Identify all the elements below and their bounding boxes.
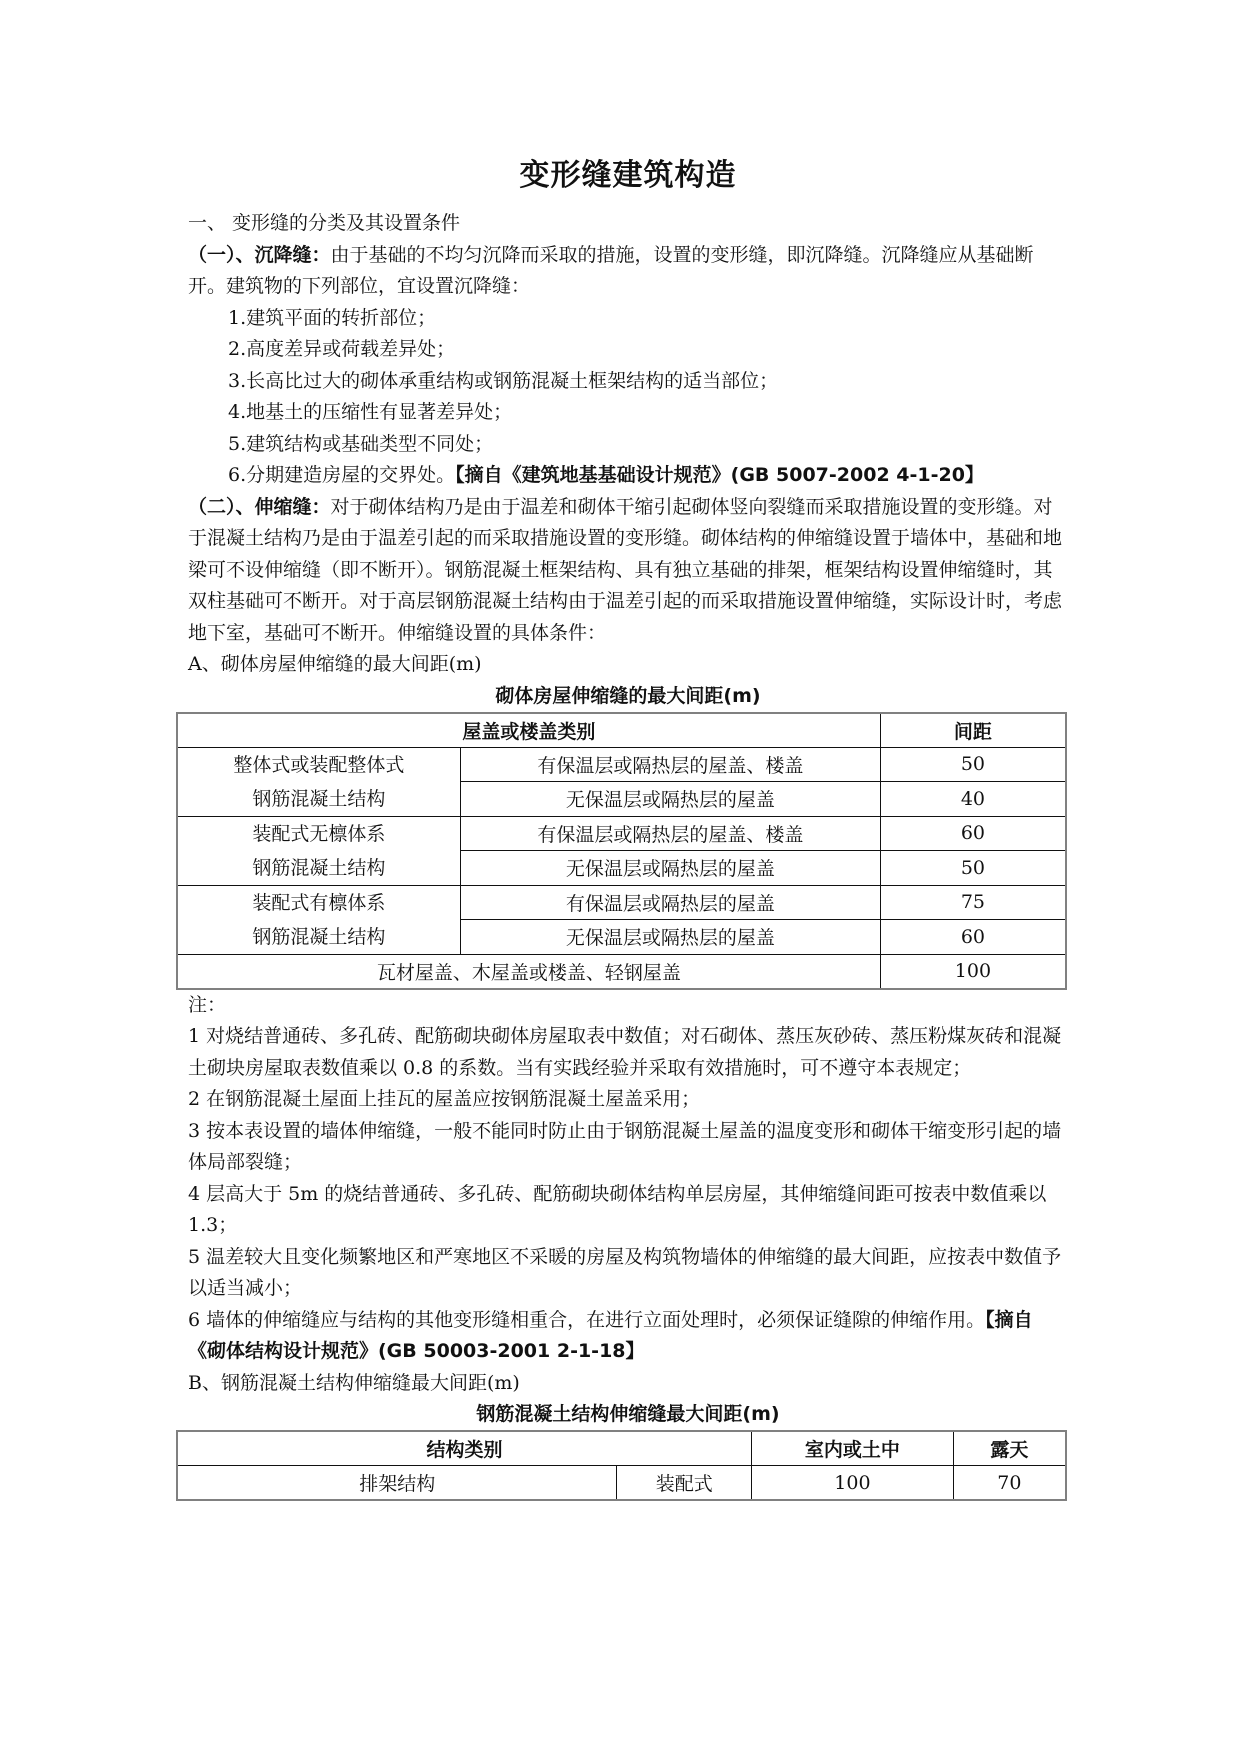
table-cell: 100 <box>752 1466 954 1501</box>
subsection-a-heading: A、砌体房屋伸缩缝的最大间距(m) <box>188 653 482 675</box>
table1-caption: 砌体房屋伸缩缝的最大间距(m) <box>495 684 761 707</box>
table-group-cell <box>177 885 460 954</box>
table-cell: 100 <box>880 954 1066 989</box>
group-line: 整体式或装配整体式 <box>233 753 405 776</box>
group-line: 钢筋混凝土结构 <box>252 925 386 948</box>
masonry-spacing-table <box>176 712 1067 990</box>
table-header-row <box>177 1431 1066 1466</box>
list-item: 2.高度差异或荷载差异处； <box>228 338 456 360</box>
note-item: 1 对烧结普通砖、多孔砖、配筋砌块砌体房屋取表中数值；对石砌体、蒸压灰砂砖、蒸压粉煤灰砖和混凝土砌块房屋取表数值乘以 0.8 的系数。当有实践经验并采取有效措施时，可不遵守本表规定； <box>188 1025 1062 1079</box>
concrete-spacing-table <box>176 1430 1067 1501</box>
table-cell: 50 <box>880 851 1066 886</box>
expansion-joint-text: 对于砌体结构乃是由于温差和砌体干缩引起砌体竖向裂缝而采取措施设置的变形缝。对于混凝土结构乃是由于温差引起的而采取措施设置的变形缝。砌体结构的伸缩缝设置于墙体中，基础和地梁可不设伸缩缝（即不断开）。钢筋混凝土框架结构、具有独立基础的排架，框架结构设置伸缩缝时，其双柱基础可不断开。对于高层钢筋混凝土结构由于温差引起的而采取措施设置伸缩缝，实际设计时，考虑地下室，基础可不断开。伸缩缝设置的具体条件： <box>188 495 1063 644</box>
table-header-row <box>177 713 1066 748</box>
table-cell: 无保温层或隔热层的屋盖 <box>460 782 880 817</box>
note-item: 4 层高大于 5m 的烧结普通砖、多孔砖、配筋砌块砌体结构单层房屋，其伸缩缝间距可按表中数值乘以 1.3； <box>188 1182 1047 1236</box>
table-cell: 无保温层或隔热层的屋盖 <box>460 851 880 886</box>
table-cell: 70 <box>953 1466 1066 1501</box>
table-header-cell: 露天 <box>953 1431 1066 1466</box>
table-cell: 40 <box>880 782 1066 817</box>
table-cell: 75 <box>880 885 1066 920</box>
document-page <box>188 150 1068 1501</box>
table-cell: 装配式 <box>617 1466 752 1501</box>
group-line: 钢筋混凝土结构 <box>252 856 386 879</box>
table-header-cell: 室内或土中 <box>752 1431 954 1466</box>
table-row <box>177 1466 1066 1501</box>
table-cell: 50 <box>880 747 1066 782</box>
section-heading: 一、 变形缝的分类及其设置条件 <box>188 212 461 234</box>
note-item: 5 温差较大且变化频繁地区和严寒地区不采暖的房屋及构筑物墙体的伸缩缝的最大间距，应按表中数值予以适当减小； <box>188 1245 1062 1299</box>
table-cell: 无保温层或隔热层的屋盖 <box>460 920 880 955</box>
group-line: 装配式有檩体系 <box>252 891 386 914</box>
group-line: 钢筋混凝土结构 <box>252 787 386 810</box>
list-item: 3.长高比过大的砌体承重结构或钢筋混凝土框架结构的适当部位； <box>228 369 779 392</box>
table-cell: 排架结构 <box>177 1466 617 1501</box>
table-row <box>177 747 1066 782</box>
group-line: 装配式无檩体系 <box>252 822 386 845</box>
table-cell: 60 <box>880 816 1066 851</box>
list-item <box>188 460 1068 492</box>
settlement-joint-text: 由于基础的不均匀沉降而采取的措施，设置的变形缝，即沉降缝。沉降缝应从基础断开。建筑物的下列部位，宜设置沉降缝： <box>188 243 1034 297</box>
list-item: 1.建筑平面的转折部位； <box>228 306 437 329</box>
page-title: 变形缝建筑构造 <box>519 158 737 193</box>
table-header-cell: 屋盖或楼盖类别 <box>177 713 880 748</box>
table-cell: 有保温层或隔热层的屋盖 <box>460 885 880 920</box>
table-group-cell <box>177 816 460 885</box>
table-cell: 有保温层或隔热层的屋盖、楼盖 <box>460 816 880 851</box>
note-item: 3 按本表设置的墙体伸缩缝，一般不能同时防止由于钢筋混凝土屋盖的温度变形和砌体干缩变形引起的墙体局部裂缝； <box>188 1119 1062 1173</box>
note-item <box>188 1305 1068 1368</box>
note-text: 6 墙体的伸缩缝应与结构的其他变形缝相重合，在进行立面处理时，必须保证缝隙的伸缩作用。 <box>188 1308 986 1331</box>
reference-citation: 【摘自《建筑地基基础设计规范》(GB 5007-2002 4-1-20】 <box>455 464 984 486</box>
list-item-text: 6.分期建造房屋的交界处。 <box>228 464 456 486</box>
expansion-joint-label: （二）、伸缩缝： <box>188 495 331 518</box>
list-item: 4.地基土的压缩性有显著差异处； <box>228 401 513 423</box>
table-group-cell <box>177 747 460 816</box>
settlement-joint-label: （一）、沉降缝： <box>188 243 331 266</box>
table-row <box>177 954 1066 989</box>
subsection-b-heading: B、钢筋混凝土结构伸缩缝最大间距(m) <box>188 1371 520 1394</box>
list-item: 5.建筑结构或基础类型不同处； <box>228 432 494 455</box>
table-row <box>177 885 1066 920</box>
notes-label: 注： <box>188 993 227 1016</box>
settlement-joint-paragraph <box>188 240 1068 303</box>
expansion-joint-paragraph <box>188 492 1068 650</box>
table-cell: 有保温层或隔热层的屋盖、楼盖 <box>460 747 880 782</box>
table-header-cell: 间距 <box>880 713 1066 748</box>
note-item: 2 在钢筋混凝土屋面上挂瓦的屋盖应按钢筋混凝土屋盖采用； <box>188 1088 701 1110</box>
table-row <box>177 816 1066 851</box>
table-cell: 60 <box>880 920 1066 955</box>
table2-caption: 钢筋混凝土结构伸缩缝最大间距(m) <box>476 1403 780 1425</box>
reference-citation: 【摘自《砌体结构设计规范》(GB 50003-2001 2-1-18】 <box>188 1308 1033 1362</box>
table-cell: 瓦材屋盖、木屋盖或楼盖、轻钢屋盖 <box>177 954 880 989</box>
table-header-cell: 结构类别 <box>177 1431 752 1466</box>
